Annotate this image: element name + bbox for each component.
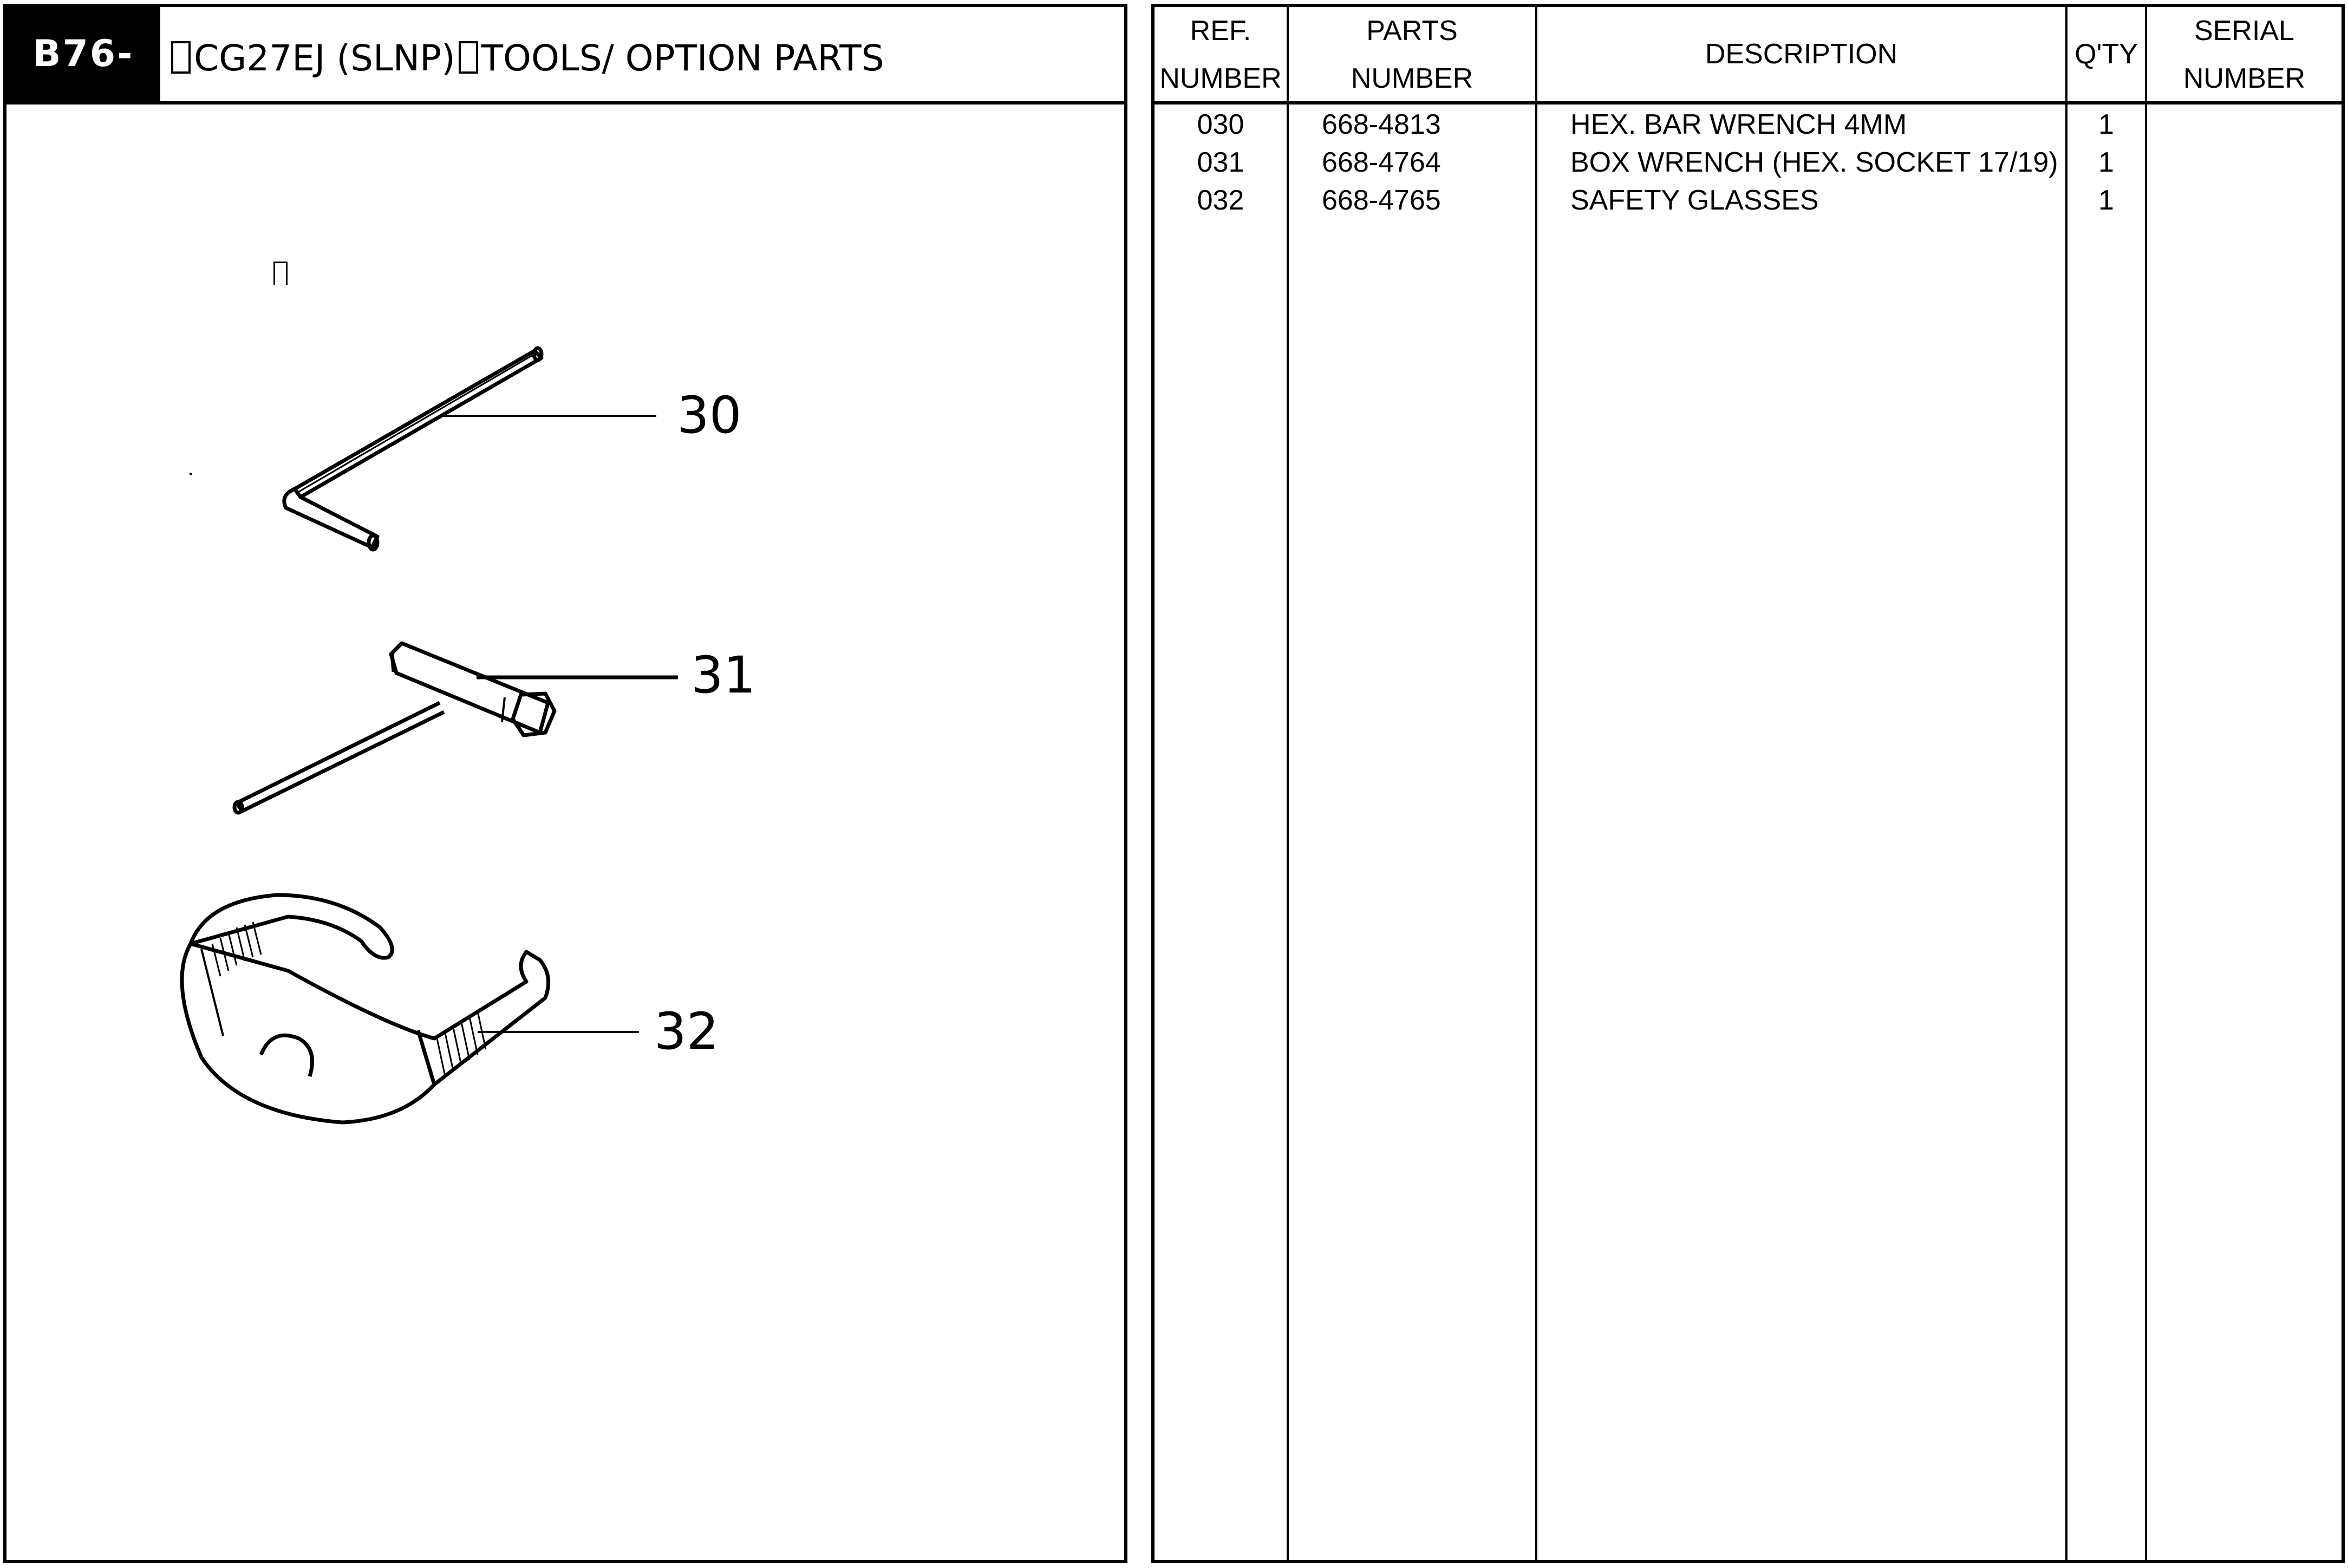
header-ref-line2: NUMBER	[1159, 63, 1282, 94]
ref-cell: 031	[1197, 147, 1244, 178]
callout-30: 30	[677, 386, 742, 445]
qty-cell: 1	[2098, 109, 2114, 140]
page-code: B76-10	[6, 7, 160, 101]
part-number-cell: 668-4813	[1322, 109, 1441, 140]
box-wrench-icon	[234, 643, 555, 813]
header-serial-number	[2147, 7, 2342, 101]
callout-31: 31	[691, 646, 756, 705]
description-cell: BOX WRENCH (HEX. SOCKET 17/19)	[1570, 147, 2058, 178]
column-divider	[1535, 7, 1537, 1560]
parts-table	[1151, 4, 2345, 1563]
header-parts-line2: NUMBER	[1351, 63, 1473, 94]
header-parts-number	[1289, 7, 1535, 101]
glasses-vent-slots	[212, 922, 486, 1076]
ref-cell: 032	[1197, 185, 1244, 216]
hex-bar-wrench-icon	[284, 348, 542, 550]
header-ref-line1: REF.	[1190, 15, 1251, 47]
header-serial-line1: SERIAL	[2194, 15, 2294, 47]
column-divider	[2065, 7, 2067, 1560]
section-name: TOOLS/ OPTION PARTS	[481, 37, 884, 79]
ref-cell: 030	[1197, 109, 1244, 140]
parts-illustration	[6, 7, 1124, 1560]
description-cell: HEX. BAR WRENCH 4MM	[1570, 109, 1907, 140]
column-divider	[1287, 7, 1289, 1560]
header-parts-line1: PARTS	[1366, 15, 1458, 47]
callout-32: 32	[654, 1002, 719, 1061]
parts-table-panel	[1151, 4, 2348, 1563]
description-cell: SAFETY GLASSES	[1570, 185, 1819, 216]
model-name: CG27EJ (SLNP)	[194, 37, 455, 79]
header-ref-number	[1155, 7, 1287, 101]
part-number-cell: 668-4765	[1322, 185, 1441, 216]
column-divider	[2145, 7, 2147, 1560]
part-number-cell: 668-4764	[1322, 147, 1441, 178]
qty-cell: 1	[2098, 147, 2114, 178]
qty-cell: 1	[2098, 185, 2114, 216]
header-description: DESCRIPTION	[1705, 38, 1898, 70]
header-qty: Q'TY	[2075, 38, 2138, 70]
header-serial-line2: NUMBER	[2183, 63, 2306, 94]
illustration-panel	[3, 4, 1127, 1563]
